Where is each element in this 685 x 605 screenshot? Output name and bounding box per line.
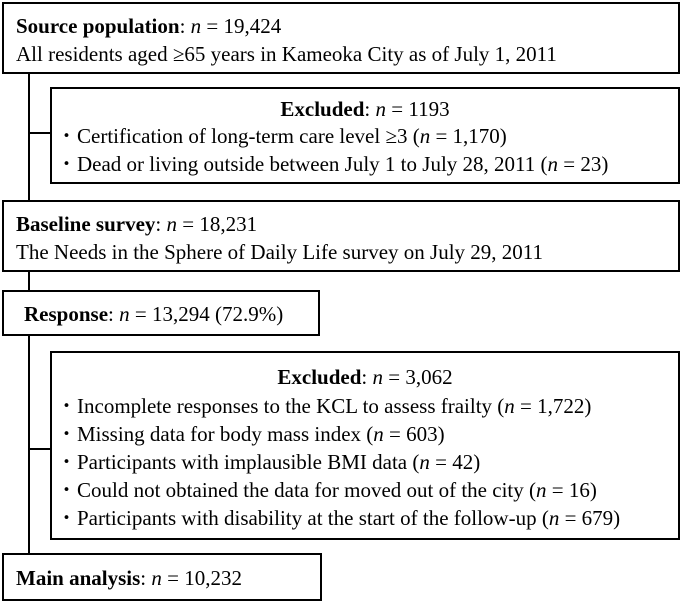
bullet-icon: ・: [56, 506, 77, 530]
branch-line-excluded-2: [28, 448, 52, 450]
excluded-2-item: ・Participants with implausible BMI data (n = 42): [56, 450, 481, 474]
excluded-box-2: [50, 351, 680, 540]
source-population-box: [2, 2, 680, 74]
baseline-survey-box: [2, 200, 680, 272]
baseline-survey-label: Baseline survey: [16, 212, 156, 236]
excluded-1-label: Excluded: [280, 97, 365, 121]
main-analysis-count: Main analysis: n = 10,232: [16, 566, 242, 590]
excluded-2-item: ・Participants with disability at the start of the follow-up (n = 679): [56, 506, 621, 530]
excluded-box-1: [50, 87, 680, 184]
flow-trunk-line-2: [28, 270, 30, 292]
bullet-icon: ・: [56, 394, 77, 418]
excluded-1-count: Excluded: n = 1193: [280, 97, 450, 121]
excluded-2-count: Excluded: n = 3,062: [277, 365, 453, 389]
baseline-survey-description: The Needs in the Sphere of Daily Life survey on July 29, 2011: [16, 240, 544, 264]
baseline-survey-count: Baseline survey: n = 18,231: [16, 212, 258, 236]
excluded-2-item: ・Could not obtained the data for moved out of the city (n = 16): [56, 478, 597, 502]
excluded-2-item: ・Missing data for body mass index (n = 603): [56, 422, 445, 446]
bullet-icon: ・: [56, 124, 77, 148]
excluded-2-item: ・Incomplete responses to the KCL to assess frailty (n = 1,722): [56, 394, 592, 418]
excluded-1-item: ・Certification of long-term care level ≥3 (n = 1,170): [56, 124, 507, 148]
source-population-label: Source population: [16, 14, 180, 38]
branch-line-excluded-1: [28, 132, 52, 134]
excluded-2-label: Excluded: [277, 365, 362, 389]
bullet-icon: ・: [56, 422, 77, 446]
response-label: Response: [24, 302, 109, 326]
response-count: Response: n = 13,294 (72.9%): [24, 302, 284, 326]
flow-trunk-line-3: [28, 335, 30, 555]
excluded-1-item: ・Dead or living outside between July 1 to July 28, 2011 (n = 23): [56, 152, 609, 176]
bullet-icon: ・: [56, 478, 77, 502]
response-box: [2, 290, 320, 336]
main-analysis-label: Main analysis: [16, 566, 141, 590]
bullet-icon: ・: [56, 152, 77, 176]
flow-trunk-line: [28, 72, 30, 202]
source-population-count: Source population: n = 19,424: [16, 14, 282, 38]
main-analysis-box: [2, 553, 322, 601]
bullet-icon: ・: [56, 450, 77, 474]
source-population-description: All residents aged ≥65 years in Kameoka City as of July 1, 2011: [16, 42, 557, 66]
